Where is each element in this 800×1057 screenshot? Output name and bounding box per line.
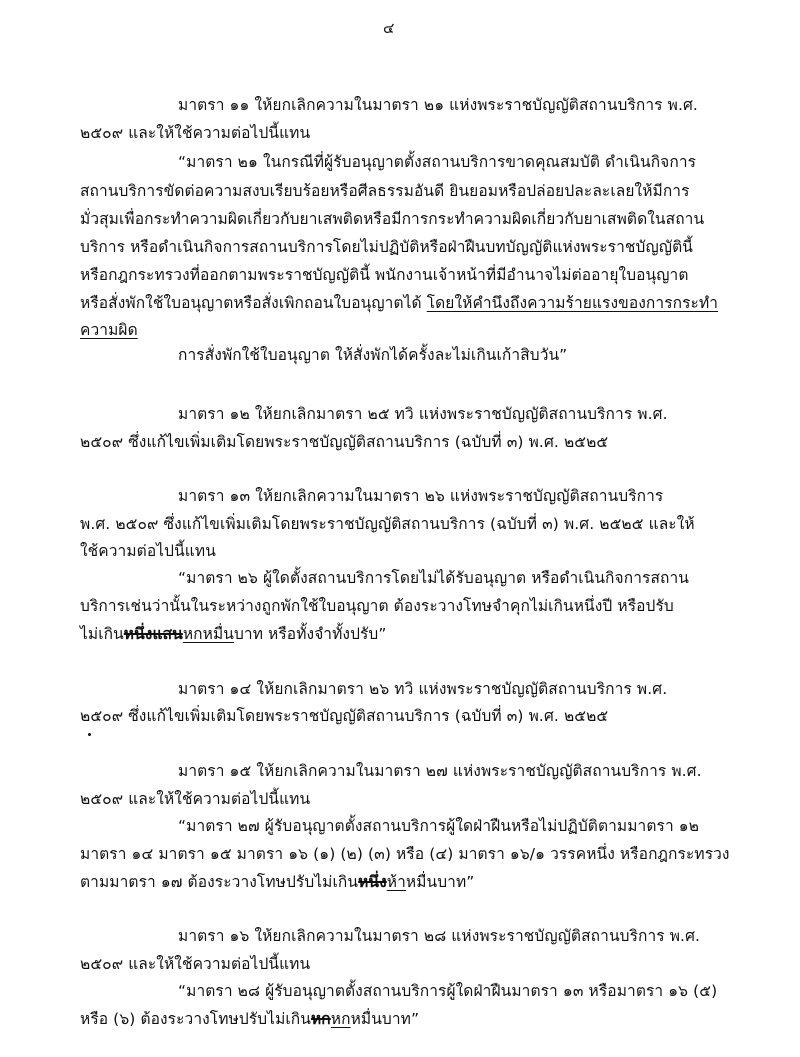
quote-26-line-3 (80, 624, 387, 644)
quote-27-line-3-end: หมื่นบาท” (405, 873, 475, 891)
added-text-underlined-2: ความผิด (80, 321, 138, 339)
quote-26-line-3-start: ไม่เกิน (80, 625, 124, 643)
section-13-line-2: พ.ศ. ๒๕๐๙ ซึ่งแก้ไขเพิ่มเติมโดยพระราชบัญญัติสถานบริการ (ฉบับที่ ๓) พ.ศ. ๒๕๒๕ และให้ (80, 515, 695, 533)
page-number: ๔ (383, 19, 395, 37)
quote-21-line-5: หรือกฎกระทรวงที่ออกตามพระราชบัญญัตินี้ พนักงานเจ้าหน้าที่มีอำนาจไม่ต่ออายุใบอนุญาต (80, 266, 689, 284)
section-12-line-2: ๒๕๐๙ ซึ่งแก้ไขเพิ่มเติมโดยพระราชบัญญัติสถานบริการ (ฉบับที่ ๓) พ.ศ. ๒๕๒๕ (80, 433, 609, 451)
quote-27-line-3-start: ตามมาตรา ๑๗ ต้องระวางโทษปรับไม่เกิน (80, 873, 359, 891)
quote-28-line-2 (80, 1009, 419, 1029)
quote-21-line-6 (80, 293, 718, 313)
added-text-underlined: ห้า (386, 873, 406, 891)
section-14-line-2: ๒๕๐๙ ซึ่งแก้ไขเพิ่มเติมโดยพระราชบัญญัติสถานบริการ (ฉบับที่ ๓) พ.ศ. ๒๕๒๕ (80, 707, 609, 725)
quote-21-line-3: มั่วสุมเพื่อกระทำความผิดเกี่ยวกับยาเสพติดหรือมีการกระทำความผิดเกี่ยวกับยาเสพติดในสถาน (80, 210, 705, 228)
quote-21-line-4: บริการ หรือดำเนินกิจการสถานบริการโดยไม่ปฏิบัติหรือฝ่าฝืนบทบัญญัติแห่งพระราชบัญญัตินี้ (80, 238, 693, 256)
quote-21-paragraph-2: การสั่งพักใช้ใบอนุญาต ให้สั่งพักได้ครั้งละไม่เกินเก้าสิบวัน” (178, 346, 568, 364)
quote-21-line-1: “มาตรา ๒๑ ในกรณีที่ผู้รับอนุญาตตั้งสถานบริการขาดคุณสมบัติ ดำเนินกิจการ (178, 153, 697, 171)
deleted-text-strikethrough: หนึ่ง (358, 873, 387, 891)
quote-28-line-1: “มาตรา ๒๘ ผู้รับอนุญาตตั้งสถานบริการผู้ใดฝ่าฝืนมาตรา ๑๓ หรือมาตรา ๑๖ (๕) (178, 982, 718, 1000)
section-15-heading: มาตรา ๑๕ ให้ยกเลิกความในมาตรา ๒๗ แห่งพระราชบัญญัติสถานบริการ พ.ศ. (178, 762, 702, 780)
quote-26-line-3-end: บาท หรือทั้งจำทั้งปรับ” (233, 625, 387, 643)
quote-21-line-2: สถานบริการขัดต่อความสงบเรียบร้อยหรือศีลธรรมอันดี ยินยอมหรือปล่อยปละละเลยให้มีการ (80, 182, 690, 200)
quote-28-line-2-start: หรือ (๖) ต้องระวางโทษปรับไม่เกิน (80, 1010, 311, 1028)
quote-27-line-1: “มาตรา ๒๗ ผู้รับอนุญาตตั้งสถานบริการผู้ใดฝ่าฝืนหรือไม่ปฏิบัติตามมาตรา ๑๒ (178, 817, 700, 835)
deleted-text-strikethrough: หนึ่งแสน (123, 625, 183, 643)
quote-26-line-2: บริการเช่นว่านั้นในระหว่างถูกพักใช้ใบอนุญาต ต้องระวางโทษจำคุกไม่เกินหนึ่งปี หรือปรับ (80, 597, 674, 615)
added-text-underlined: หกหมื่น (182, 625, 234, 643)
section-11-heading: มาตรา ๑๑ ให้ยกเลิกความในมาตรา ๒๑ แห่งพระราชบัญญัติสถานบริการ พ.ศ. (178, 96, 698, 114)
section-11-line-2: ๒๕๐๙ และให้ใช้ความต่อไปนี้แทน (80, 124, 311, 142)
section-15-line-2: ๒๕๐๙ และให้ใช้ความต่อไปนี้แทน (80, 790, 311, 808)
section-13-heading: มาตรา ๑๓ ให้ยกเลิกความในมาตรา ๒๖ แห่งพระราชบัญญัติสถานบริการ (178, 487, 664, 505)
stray-dot-mark (88, 733, 91, 736)
section-16-line-2: ๒๕๐๙ และให้ใช้ความต่อไปนี้แทน (80, 955, 311, 973)
quote-26-line-1: “มาตรา ๒๖ ผู้ใดตั้งสถานบริการโดยไม่ได้รับอนุญาต หรือดำเนินกิจการสถาน (178, 569, 689, 587)
deleted-text-strikethrough: หก (310, 1010, 331, 1028)
quote-27-line-2: มาตรา ๑๔ มาตรา ๑๕ มาตรา ๑๖ (๑) (๒) (๓) หรือ (๔) มาตรา ๑๖/๑ วรรคหนึ่ง หรือกฎกระทรวง (80, 845, 730, 863)
section-13-line-3: ใช้ความต่อไปนี้แทน (80, 542, 216, 560)
quote-28-line-2-end: หมื่นบาท” (350, 1010, 420, 1028)
quote-27-line-3 (80, 872, 474, 892)
section-12-heading: มาตรา ๑๒ ให้ยกเลิกมาตรา ๒๕ ทวิ แห่งพระราชบัญญัติสถานบริการ พ.ศ. (178, 405, 668, 423)
section-14-heading: มาตรา ๑๔ ให้ยกเลิกมาตรา ๒๖ ทวิ แห่งพระราชบัญญัติสถานบริการ พ.ศ. (178, 680, 668, 698)
quote-21-line-6-text: หรือสั่งพักใช้ใบอนุญาตหรือสั่งเพิกถอนใบอนุญาตได้ (80, 294, 427, 312)
added-text-underlined: โดยให้คำนึงถึงความร้ายแรงของการกระทำ (426, 294, 718, 312)
section-16-heading: มาตรา ๑๖ ให้ยกเลิกความในมาตรา ๒๘ แห่งพระราชบัญญัติสถานบริการ พ.ศ. (178, 927, 701, 945)
added-text-underlined: หก (330, 1010, 351, 1028)
